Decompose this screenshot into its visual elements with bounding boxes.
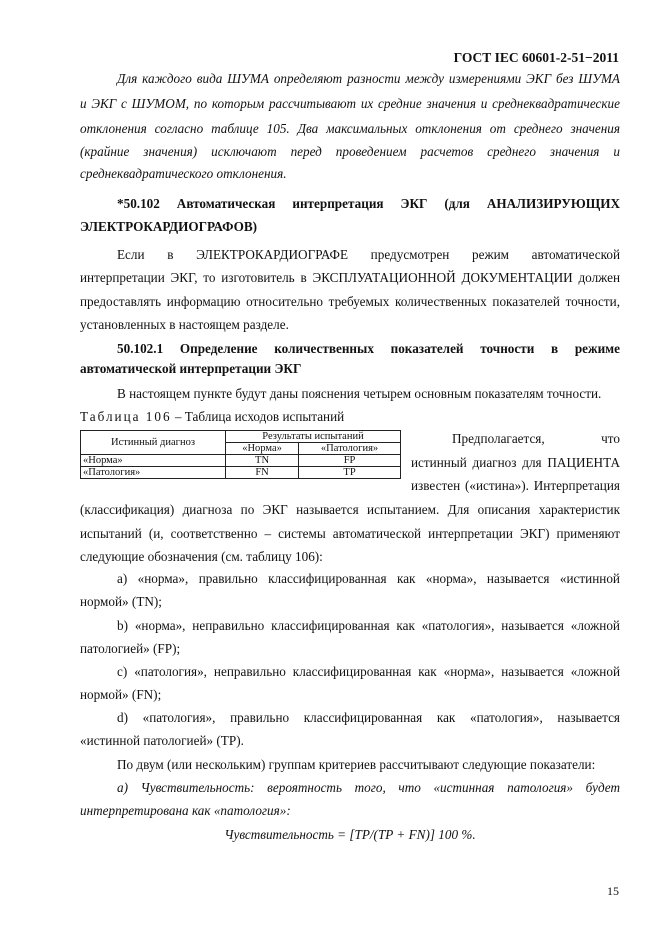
subsection-heading: 50.102.1 Определение количественных показателей точности в режиме <box>117 341 620 356</box>
side-text-line: истинный диагноз для ПАЦИЕНТА <box>411 455 620 470</box>
list-item-line: c) «патология», неправильно классифицированная как «норма», называется «ложной <box>117 664 620 679</box>
header-true-diagnosis: Истинный диагноз <box>81 431 226 455</box>
sensitivity-line: а) Чувствительность: вероятность того, что «истинная патология» будет <box>117 780 620 795</box>
list-item-line: нормой» (FN); <box>80 687 162 702</box>
side-text-line: Предполагается, что <box>452 431 620 446</box>
cell-pathology: FP <box>299 455 401 467</box>
intro-line: и ЭКГ с ШУМОМ, по которым рассчитывают их средние значения и среднеквадратические <box>80 96 620 111</box>
paragraph-line: интерпретации ЭКГ, то изготовитель в ЭКСПЛУАТАЦИОННОЙ ДОКУМЕНТАЦИИ должен <box>80 270 620 285</box>
header-col-norm: «Норма» <box>226 443 299 455</box>
table-row <box>81 467 401 479</box>
table-row <box>81 455 401 467</box>
paragraph-line: установленных в настоящем разделе. <box>80 317 289 332</box>
intro-line: Для каждого вида ШУМА определяют разности между измерениями ЭКГ без ШУМА <box>117 71 620 86</box>
page-number: 15 <box>607 884 619 898</box>
paragraph-line: В настоящем пункте будут даны пояснения четырем основным показателям точности. <box>117 386 602 401</box>
header-col-pathology: «Патология» <box>299 443 401 455</box>
cell-norm: TN <box>226 455 299 467</box>
subsection-heading: автоматической интерпретации ЭКГ <box>80 361 302 376</box>
side-text-line: известен («истина»). Интерпретация <box>411 478 620 493</box>
outcomes-table <box>80 430 401 479</box>
criteria-intro: По двум (или нескольким) группам критериев рассчитывают следующие показатели: <box>117 757 596 772</box>
list-item-line: d) «патология», правильно классифицированная как «патология», называется <box>117 710 620 725</box>
intro-line: отклонения согласно таблице 105. Два максимальных отклонения от среднего значения <box>80 121 620 136</box>
list-item-line: «истинной патологией» (TP). <box>80 733 244 748</box>
row-label: «Патология» <box>81 467 226 479</box>
cell-pathology: TP <box>299 467 401 479</box>
sensitivity-formula: Чувствительность = [TP/(TP + FN)] 100 %. <box>224 827 476 842</box>
sensitivity-line: интерпретирована как «патология»: <box>80 803 291 818</box>
paragraph-line: Если в ЭЛЕКТРОКАРДИОГРАФЕ предусмотрен режим автоматической <box>117 247 620 262</box>
body-line: испытаний (и, соответственно – системы автоматической интерпретации ЭКГ) применяют <box>80 526 620 541</box>
list-item-line: нормой» (TN); <box>80 594 162 609</box>
row-label: «Норма» <box>81 455 226 467</box>
cell-norm: FN <box>226 467 299 479</box>
table-caption <box>80 409 620 425</box>
table-caption-label: Таблица 106 <box>80 409 172 424</box>
paragraph-line: предоставлять информацию относительно требуемых количественных показателей точности, <box>80 294 620 309</box>
table-caption-text: – Таблица исходов испытаний <box>171 409 345 424</box>
list-item-line: а) «норма», правильно классифицированная как «норма», называется «истинной <box>117 571 620 586</box>
header-test-results: Результаты испытаний <box>226 431 401 443</box>
list-item-line: патологией» (FP); <box>80 641 181 656</box>
section-heading: *50.102 Автоматическая интерпретация ЭКГ (для АНАЛИЗИРУЮЩИХ <box>117 196 620 211</box>
body-line: (классификация) диагноза по ЭКГ называется испытанием. Для описания характеристик <box>80 502 620 517</box>
list-item-line: b) «норма», неправильно классифицированная как «патология», называется «ложной <box>117 618 620 633</box>
intro-line: (крайние значения) исключают перед проведением расчетов среднего значения и <box>80 144 620 159</box>
body-line: следующие обозначения (см. таблицу 106): <box>80 549 323 564</box>
intro-line: среднеквадратического отклонения. <box>80 166 287 181</box>
section-heading: ЭЛЕКТРОКАРДИОГРАФОВ) <box>80 219 258 234</box>
document-header: ГОСТ IEC 60601-2-51−2011 <box>453 50 619 65</box>
